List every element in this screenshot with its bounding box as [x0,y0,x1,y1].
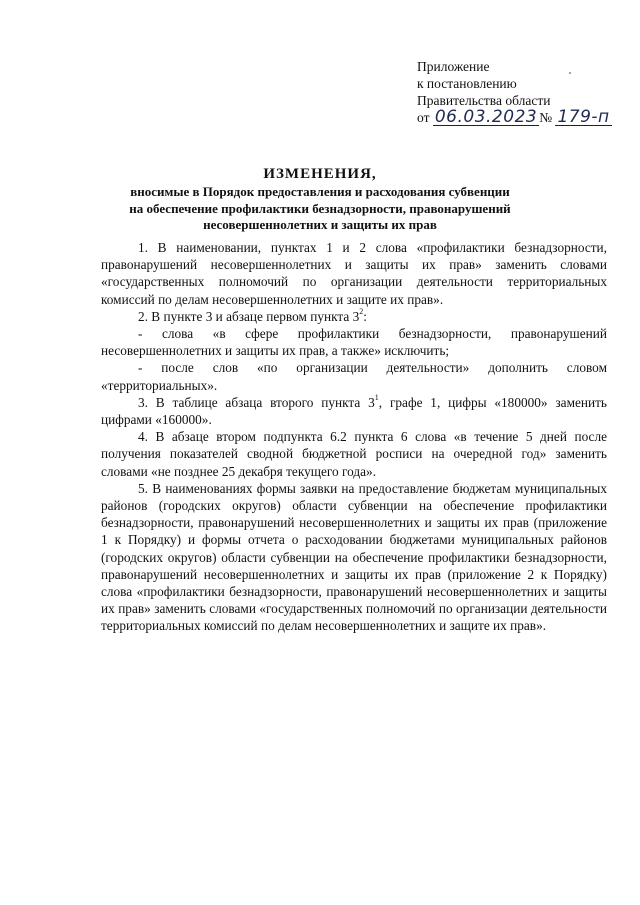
item-3-text: 3. В таблице абзаца второго пункта 3 [138,394,375,410]
document-heading [100,164,540,234]
stray-dot [569,72,571,74]
item-3 [101,394,607,428]
item-3-superscript: 1 [374,393,379,403]
heading-subtitle-1: вносимые в Порядок предоставления и расходования субвенции [130,184,510,199]
appendix-line-3: Правительства области [417,93,551,108]
item-2-text: 2. В пункте 3 и абзаце первом пункта 3 [138,308,360,324]
heading-subtitle-3: несовершеннолетних и защиты их прав [203,217,437,232]
item-3-rest: , графе 1, цифры «180000» заменить цифрами «160000». [101,394,607,428]
item-1: 1. В наименовании, пунктах 1 и 2 слова «профилактики безнадзорности, правонарушений несовершеннолетних и защиты их прав» заменить словами «государственных полномочий по организации деятельности территориальных комиссий по делам несовершеннолетних и защите их прав». [101,240,607,307]
heading-subtitle-2: на обеспечение профилактики безнадзорности, правонарушений [129,200,511,216]
heading-title: ИЗМЕНЕНИЯ, [263,166,377,182]
item-4: 4. В абзаце втором подпункта 6.2 пункта 6 слова «в течение 5 дней после получения показателей сводной бюджетной росписи на очередной год» заменить словами «не позднее 25 декабря текущего года». [101,429,607,479]
date-prefix: от [417,110,430,125]
item-5: 5. В наименованиях формы заявки на предоставление бюджетам муниципальных районов (городских округов) области субвенции на обеспечение профилактики безнадзорности, правонарушений несовершеннолетних и защиты их прав (приложение 1 к Порядку) и формы отчета о расходовании бюджетами муниципальных районов (городских округов) области субвенции на обеспечение профилактики безнадзорности, правонарушений несовершеннолетних и защиты их прав (приложение 2 к Порядку) слова «профилактики безнадзорности, правонарушений несовершеннолетних и защиты их прав» заменить словами «государственных полномочий по организации деятельности территориальных комиссий по делам несовершеннолетних и защите их прав». [101,480,607,634]
handwritten-number: 179-п [557,107,610,127]
handwritten-date: 06.03.2023 [434,107,538,127]
appendix-line-2: к постановлению [417,76,517,91]
appendix-block [417,58,617,126]
appendix-date-line [417,109,617,126]
item-2-sub-a: - слова «в сфере профилактики безнадзорности, правонарушений несовершеннолетних и защиты их прав, а также» исключить; [101,326,607,359]
item-2-superscript: 2 [359,307,364,317]
appendix-line-1: Приложение [417,59,490,74]
document-body [101,239,607,635]
number-prefix: № [539,110,553,125]
item-2-colon: : [363,308,367,324]
item-2 [101,308,607,325]
item-2-sub-b: - после слов «по организации деятельности» дополнить словом «территориальных». [101,360,607,393]
